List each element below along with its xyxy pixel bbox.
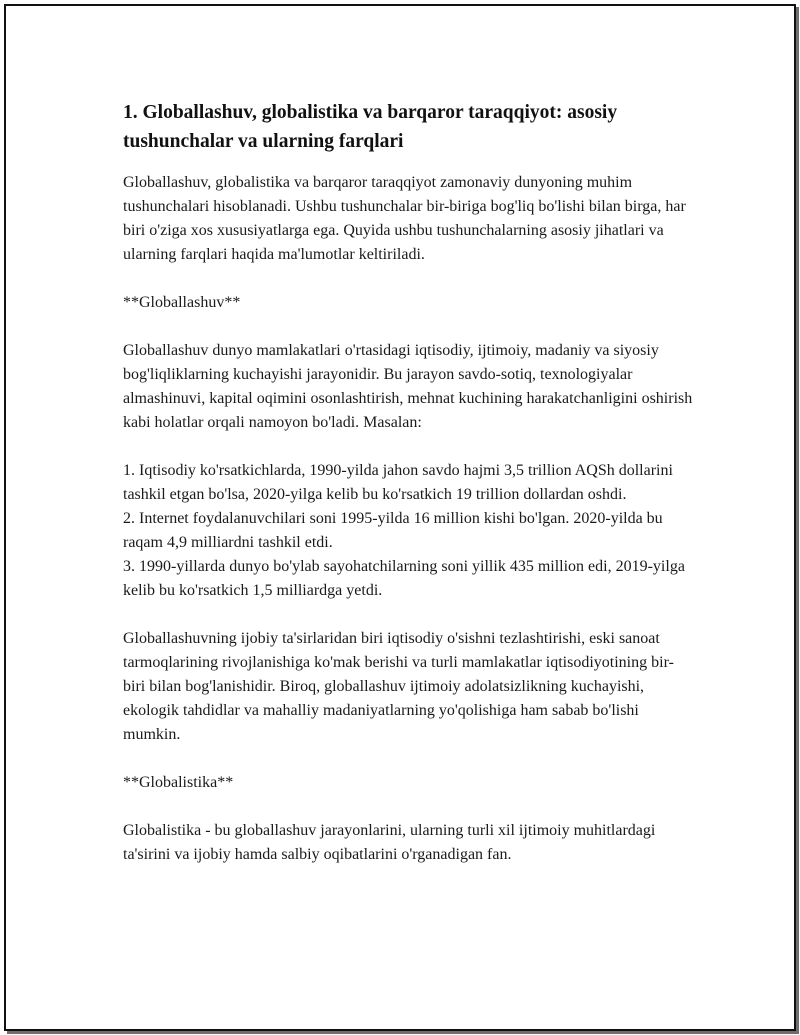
intro-paragraph: Globallashuv, globalistika va barqaror taraqqiyot zamonaviy dunyoning muhim tushunchalari hisoblanadi. Ushbu tushunchalar bir-biriga bog'liq bo'lishi bilan birga, har biri o'ziga xos xususiyatlarga ega. Quyida ushbu tushunchalarning asosiy jihatlari va ularning farqlari haqida ma'lumotlar keltiriladi. [123,174,686,263]
example-item-3: 3. 1990-yillarda dunyo bo'ylab sayohatchilarning soni yillik 435 million edi, 2019-yilga kelib bu ko'rsatkich 1,5 milliardga yetdi. [123,558,685,599]
globallashuv-effects-paragraph: Globallashuvning ijobiy ta'sirlaridan biri iqtisodiy o'sishni tezlashtirishi, eski sanoat tarmoqlarining rivojlanishiga ko'mak berishi va turli mamlakatlar iqtisodiyotining bir-biri bilan bog'lanishidir. Biroq, globallashuv ijtimoiy adolatsizlikning kuchayishi, ekologik tahdidlar va mahalliy madaniyatlarning yo'qolishiga ham sabab bo'lishi mumkin. [123,630,674,743]
page-frame [4,4,796,1031]
document-body [123,98,693,867]
example-item-2: 2. Internet foydalanuvchilari soni 1995-yilda 16 million kishi bo'lgan. 2020-yilda bu raqam 4,9 milliardni tashkil etdi. [123,510,663,551]
example-item-1: 1. Iqtisodiy ko'rsatkichlarda, 1990-yilda jahon savdo hajmi 3,5 trillion AQSh dollarini tashkil etgan bo'lsa, 2020-yilga kelib bu ko'rsatkich 19 trillion dollardan oshdi. [123,462,673,503]
examples-list [123,459,693,603]
document-heading: 1. Globallashuv, globalistika va barqaror taraqqiyot: asosiy tushunchalar va ularning farqlari [123,102,618,152]
globalistika-paragraph: Globalistika - bu globallashuv jarayonlarini, ularning turli xil ijtimoiy muhitlardagi ta'sirini va ijobiy hamda salbiy oqibatlarini o'rganadigan fan. [123,822,656,863]
section-title-globallashuv: **Globallashuv** [123,294,241,311]
globallashuv-paragraph: Globallashuv dunyo mamlakatlari o'rtasidagi iqtisodiy, ijtimoiy, madaniy va siyosiy bog'liqliklarning kuchayishi jarayonidir. Bu jarayon savdo-sotiq, texnologiyalar almashinuvi, kapital oqimini osonlashtirish, mehnat kuchining harakatchanligini oshirish kabi holatlar orqali namoyon bo'ladi. Masalan: [123,342,693,431]
section-title-globalistika: **Globalistika** [123,774,234,791]
